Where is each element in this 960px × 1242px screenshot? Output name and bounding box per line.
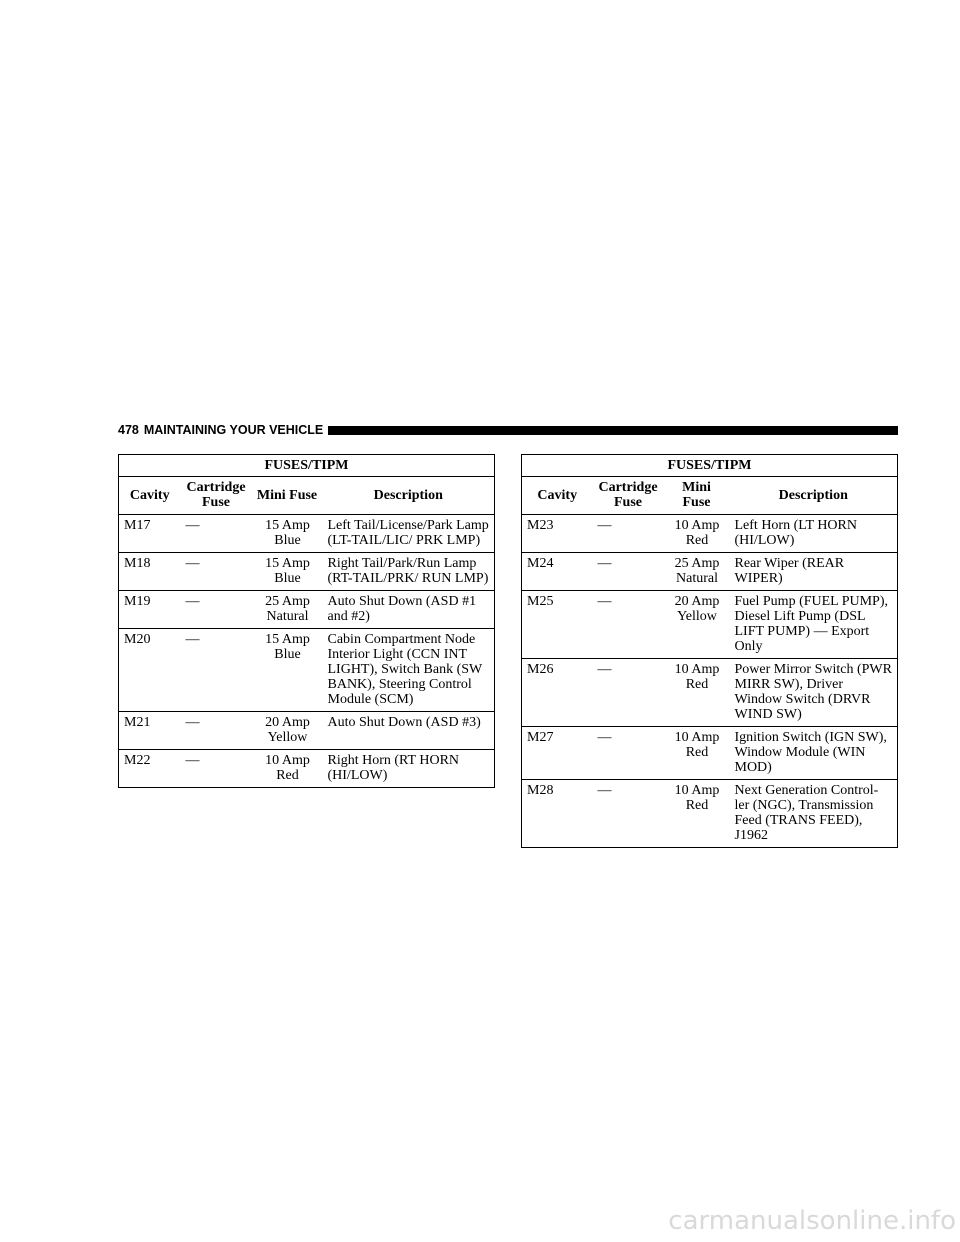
cell-cartridge: —: [593, 780, 664, 848]
fuse-table-right: [521, 454, 898, 848]
column-header-cavity: Cavity: [119, 477, 181, 515]
table-title: FUSES/TIPM: [522, 455, 898, 477]
cell-description: Power Mirror Switch (PWR MIRR SW), Driver Window Switch (DRVR WIND SW): [730, 659, 898, 727]
table-body: [119, 515, 495, 788]
column-header-mini: Mini Fuse: [252, 477, 323, 515]
table-row: [119, 515, 495, 553]
column-header-description: Description: [323, 477, 495, 515]
watermark: carmanualsonline.info: [668, 1206, 956, 1236]
cell-description: Auto Shut Down (ASD #1 and #2): [323, 591, 495, 629]
cell-cartridge: —: [181, 629, 252, 712]
table-row: [119, 712, 495, 750]
cell-mini-fuse: 20 Amp Yellow: [252, 712, 323, 750]
table-row: [119, 553, 495, 591]
page-number: 478: [118, 423, 139, 437]
cell-cavity: M17: [119, 515, 181, 553]
cell-description: Cabin Compartment Node Interior Light (CCN INT LIGHT), Switch Bank (SW BANK), Steering Control Module (SCM): [323, 629, 495, 712]
table-row: [119, 750, 495, 788]
cell-cartridge: —: [593, 659, 664, 727]
cell-cartridge: —: [181, 515, 252, 553]
cell-mini-fuse: 25 Amp Natural: [252, 591, 323, 629]
cell-cavity: M18: [119, 553, 181, 591]
cell-description: Ignition Switch (IGN SW), Window Module (WIN MOD): [730, 727, 898, 780]
table-body: [522, 515, 898, 848]
cell-cavity: M24: [522, 553, 593, 591]
cell-description: Left Horn (LT HORN (HI/LOW): [730, 515, 898, 553]
cell-mini-fuse: 25 Amp Natural: [664, 553, 730, 591]
cell-mini-fuse: 15 Amp Blue: [252, 553, 323, 591]
cell-cavity: M28: [522, 780, 593, 848]
cell-mini-fuse: 10 Amp Red: [252, 750, 323, 788]
table-row: [119, 629, 495, 712]
column-header-mini: Mini Fuse: [664, 477, 730, 515]
column-header-cartridge: Cartridge Fuse: [181, 477, 252, 515]
cell-cavity: M22: [119, 750, 181, 788]
cell-cartridge: —: [593, 727, 664, 780]
table-row: [522, 780, 898, 848]
cell-description: Auto Shut Down (ASD #3): [323, 712, 495, 750]
cell-description: Rear Wiper (REAR WIPER): [730, 553, 898, 591]
cell-cavity: M25: [522, 591, 593, 659]
column-header-description: Description: [730, 477, 898, 515]
cell-cartridge: —: [181, 712, 252, 750]
cell-description: Fuel Pump (FUEL PUMP), Diesel Lift Pump (DSL LIFT PUMP) — Export Only: [730, 591, 898, 659]
cell-mini-fuse: 20 Amp Yellow: [664, 591, 730, 659]
cell-mini-fuse: 15 Amp Blue: [252, 629, 323, 712]
cell-description: Left Tail/License/Park Lamp (LT-TAIL/LIC/ PRK LMP): [323, 515, 495, 553]
table-row: [522, 659, 898, 727]
cell-mini-fuse: 10 Amp Red: [664, 727, 730, 780]
table-row: [522, 515, 898, 553]
cell-cavity: M23: [522, 515, 593, 553]
cell-cartridge: —: [593, 591, 664, 659]
cell-cavity: M26: [522, 659, 593, 727]
table-row: [119, 591, 495, 629]
table-row: [522, 727, 898, 780]
cell-cartridge: —: [593, 553, 664, 591]
cell-description: Next Generation Control- ler (NGC), Transmission Feed (TRANS FEED), J1962: [730, 780, 898, 848]
cell-mini-fuse: 15 Amp Blue: [252, 515, 323, 553]
cell-cavity: M20: [119, 629, 181, 712]
cell-cavity: M27: [522, 727, 593, 780]
column-header-cartridge: Cartridge Fuse: [593, 477, 664, 515]
table-row: [522, 553, 898, 591]
cell-cartridge: —: [181, 750, 252, 788]
cell-cavity: M19: [119, 591, 181, 629]
column-header-cavity: Cavity: [522, 477, 593, 515]
cell-cartridge: —: [181, 591, 252, 629]
cell-description: Right Horn (RT HORN (HI/LOW): [323, 750, 495, 788]
page-header: [118, 420, 898, 440]
table-title: FUSES/TIPM: [119, 455, 495, 477]
fuse-table-left: [118, 454, 495, 788]
section-title: MAINTAINING YOUR VEHICLE: [143, 423, 324, 437]
cell-cavity: M21: [119, 712, 181, 750]
table-row: [522, 591, 898, 659]
header-rule: [328, 426, 898, 435]
cell-mini-fuse: 10 Amp Red: [664, 659, 730, 727]
cell-mini-fuse: 10 Amp Red: [664, 515, 730, 553]
cell-mini-fuse: 10 Amp Red: [664, 780, 730, 848]
cell-cartridge: —: [593, 515, 664, 553]
cell-cartridge: —: [181, 553, 252, 591]
cell-description: Right Tail/Park/Run Lamp (RT-TAIL/PRK/ RUN LMP): [323, 553, 495, 591]
